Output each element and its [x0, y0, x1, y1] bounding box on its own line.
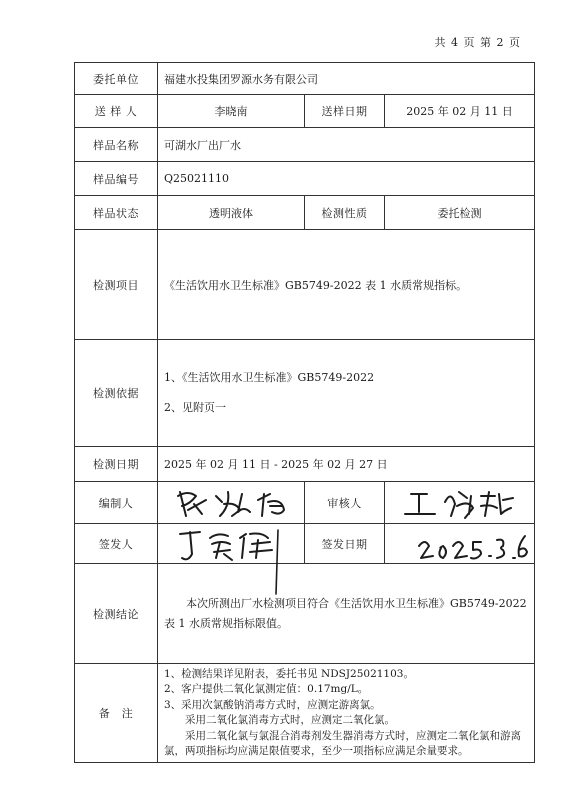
test-basis-list: [158, 340, 535, 447]
row-compiler: [75, 482, 535, 524]
send-date-value: 2025 年 02 月 11 日: [385, 95, 535, 128]
reviewer-signature-cell: [385, 482, 535, 524]
test-basis-label: 检测依据: [75, 340, 158, 447]
compiler-signature-cell: [158, 482, 305, 524]
send-date-label: 送样日期: [305, 95, 385, 128]
sample-state-value: 透明液体: [158, 196, 305, 230]
row-issuer: [75, 524, 535, 564]
compiler-signature: [158, 482, 305, 524]
notes-line: 2、客户提供二氧化氯测定值：0.17mg/L。: [164, 683, 369, 695]
row-sample-id: [75, 162, 535, 196]
reviewer-label: 审核人: [305, 482, 385, 524]
test-basis-line: 1、《生活饮用水卫生标准》GB5749-2022: [164, 371, 375, 384]
client-unit-label: 委托单位: [75, 63, 158, 95]
sender-value: 李晓南: [158, 95, 305, 128]
notes-line: 采用二氧化氯与氯混合消毒剂发生器消毒方式时，应测定二氧化氯和游离氯，两项指标均应满足限值要求，至少一项指标应满足余量要求。: [164, 729, 521, 757]
test-items-value: 《生活饮用水卫生标准》GB5749-2022 表 1 水质常规指标。: [158, 230, 535, 340]
notes-line: 采用二氧化氯消毒方式时，应测定二氧化氯。: [185, 714, 395, 726]
issuer-label: 签发人: [75, 524, 158, 564]
issue-date-label: 签发日期: [305, 524, 385, 564]
page-counter: 共 4 页 第 2 页: [434, 36, 521, 49]
test-nature-value: 委托检测: [385, 196, 535, 230]
row-client-unit: [75, 63, 535, 95]
test-date-label: 检测日期: [75, 447, 158, 482]
sample-id-label: 样品编号: [75, 162, 158, 196]
sample-state-label: 样品状态: [75, 196, 158, 230]
sample-id-value: Q25021110: [158, 162, 535, 196]
notes-line: 1、检测结果详见附表，委托书见 NDSJ25021103。: [164, 667, 414, 680]
sample-name-label: 样品名称: [75, 128, 158, 162]
test-basis-line: 2、见附页一: [164, 401, 226, 414]
notes-label: 备 注: [75, 664, 158, 763]
row-sample-state: [75, 196, 535, 230]
row-test-basis: [75, 340, 535, 447]
row-sample-name: [75, 128, 535, 162]
issuer-signature: [158, 524, 305, 564]
test-nature-label: 检测性质: [305, 196, 385, 230]
test-date-value: 2025 年 02 月 11 日 - 2025 年 02 月 27 日: [158, 447, 535, 482]
reviewer-signature: [385, 482, 535, 524]
client-unit-value: 福建水投集团罗源水务有限公司: [158, 63, 535, 95]
row-conclusion: [75, 564, 535, 664]
issuer-signature-cell: [158, 524, 305, 564]
sample-name-value: 可湖水厂出厂水: [158, 128, 535, 162]
row-sender: [75, 95, 535, 128]
notes-list: [158, 664, 535, 763]
notes-line: 3、采用次氯酸钠消毒方式时，应测定游离氯。: [164, 698, 381, 711]
conclusion-label: 检测结论: [75, 564, 158, 664]
row-test-date: [75, 447, 535, 482]
conclusion-value: 本次所测出厂水检测项目符合《生活饮用水卫生标准》GB5749-2022 表 1 水质常规指标限值。: [158, 564, 535, 664]
compiler-label: 编制人: [75, 482, 158, 524]
row-test-items: [75, 230, 535, 340]
test-items-label: 检测项目: [75, 230, 158, 340]
report-table: [74, 62, 535, 763]
issue-date-cell: [385, 524, 535, 564]
issue-date-handwriting: [385, 524, 535, 564]
sender-label: 送 样 人: [75, 95, 158, 128]
row-notes: [75, 664, 535, 763]
